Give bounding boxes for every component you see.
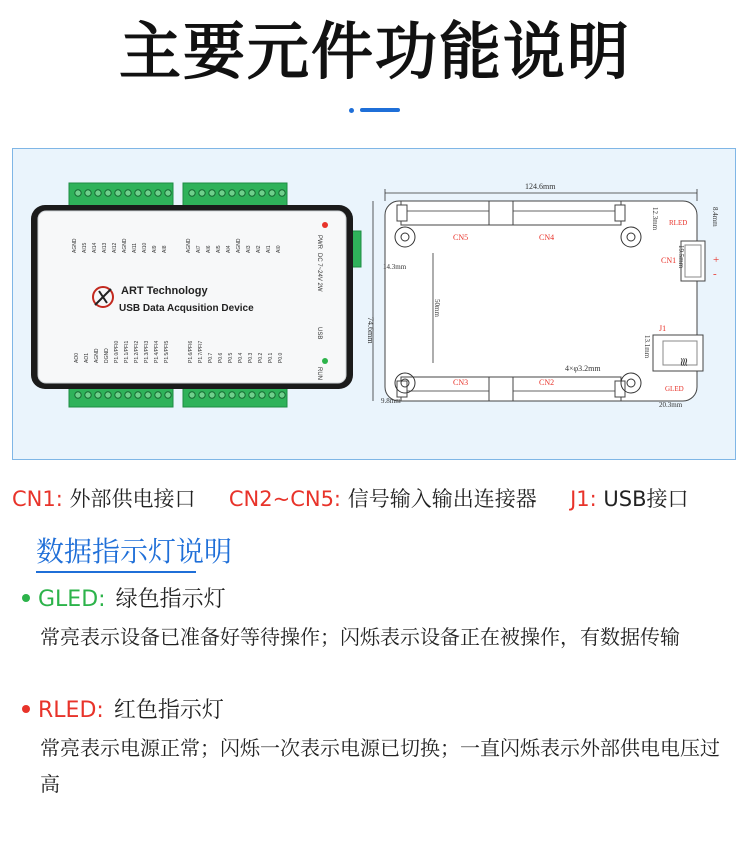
svg-text:≋: ≋ bbox=[677, 357, 691, 368]
terminal-screw bbox=[75, 190, 81, 196]
dim-height: 74.6mm bbox=[366, 317, 375, 344]
terminal-screw bbox=[165, 190, 171, 196]
hole-spec: 4×φ3.2mm bbox=[565, 364, 601, 373]
terminal-screw bbox=[229, 392, 235, 398]
terminal-screw bbox=[269, 190, 275, 196]
terminal-screw bbox=[85, 190, 91, 196]
pin-label: AI2 bbox=[256, 245, 262, 253]
terminal-screw bbox=[229, 190, 235, 196]
device-illustration bbox=[13, 149, 735, 459]
terminal-screw bbox=[249, 190, 255, 196]
dc-label: DC 7~24V 2W bbox=[316, 253, 322, 292]
terminal-screw bbox=[115, 190, 121, 196]
gled-bullet bbox=[22, 594, 30, 602]
terminal-screw bbox=[199, 392, 205, 398]
top-terminal-screws bbox=[75, 190, 285, 196]
pin-label: AI1 bbox=[266, 245, 272, 253]
dim-bottom-right: 20.3mm bbox=[659, 401, 683, 409]
brand-text: ART Technology bbox=[121, 285, 208, 297]
pin-label: AI13 bbox=[102, 242, 108, 253]
pin-label: AI5 bbox=[216, 245, 222, 253]
terminal-screw bbox=[279, 392, 285, 398]
title-bar bbox=[360, 108, 400, 112]
cn3-label: CN3 bbox=[453, 378, 469, 387]
pin-label: P0.1 bbox=[268, 352, 274, 363]
pin-label: P0.0 bbox=[278, 352, 284, 363]
pin-label: AI14 bbox=[92, 242, 98, 253]
cn4-label: CN4 bbox=[539, 233, 555, 242]
dim-left-offset: 14.3mm bbox=[383, 263, 407, 271]
terminal-screw bbox=[269, 392, 275, 398]
terminal-screw bbox=[259, 190, 265, 196]
rled-colon: : bbox=[96, 698, 104, 723]
dim-19-5: 19.5mm bbox=[677, 245, 685, 269]
pin-label: AO1 bbox=[84, 352, 90, 363]
terminal-screw bbox=[199, 190, 205, 196]
indicator-section-title: 数据指示灯说明 bbox=[36, 535, 233, 568]
terminal-screw bbox=[249, 392, 255, 398]
terminal-screw bbox=[209, 392, 215, 398]
dim-bottom-left: 9.8mm bbox=[381, 397, 401, 405]
pin-label: P0.2 bbox=[258, 352, 264, 363]
pin-label: P1.7/PFI7 bbox=[198, 340, 204, 363]
pin-label: AI8 bbox=[162, 245, 168, 253]
board-outline bbox=[385, 201, 697, 401]
terminal-screw bbox=[209, 190, 215, 196]
terminal-screw bbox=[85, 392, 91, 398]
pin-label: P0.5 bbox=[228, 352, 234, 363]
pin-label: AGND bbox=[236, 238, 242, 253]
gled-name: GLED bbox=[38, 587, 99, 612]
gled-description: 常亮表示设备已准备好等待操作；闪烁表示设备正在被操作，有数据传输 bbox=[40, 625, 680, 649]
pin-label: P1.2/PFI2 bbox=[134, 340, 140, 363]
gled-label: GLED bbox=[665, 385, 684, 393]
terminal-screw bbox=[105, 392, 111, 398]
pwr-label: PWR bbox=[316, 235, 322, 249]
pin-label: P1.1/PFI1 bbox=[124, 340, 130, 363]
terminal-screw bbox=[189, 392, 195, 398]
rled-label: RLED bbox=[669, 219, 688, 227]
cn5-label: CN5 bbox=[453, 233, 469, 242]
dim-8-4: 8.4mm bbox=[711, 207, 719, 227]
device-photo bbox=[31, 183, 361, 407]
terminal-screw bbox=[155, 392, 161, 398]
pin-label: AI7 bbox=[196, 245, 202, 253]
terminal-screw bbox=[145, 190, 151, 196]
pin-label: P1.5/PFI5 bbox=[164, 340, 170, 363]
minus-label: - bbox=[713, 268, 717, 280]
cn25-key: CN2~CN5: bbox=[228, 487, 342, 511]
pin-label: AI10 bbox=[142, 242, 148, 253]
section-underline bbox=[36, 571, 196, 573]
pin-label: AO0 bbox=[74, 352, 80, 363]
terminal-screw bbox=[279, 190, 285, 196]
terminal-screw bbox=[95, 190, 101, 196]
terminal-screw bbox=[165, 392, 171, 398]
cn2-label: CN2 bbox=[539, 378, 555, 387]
pin-label: AGND bbox=[94, 348, 100, 363]
terminal-screw bbox=[125, 392, 131, 398]
pin-label: AGND bbox=[122, 238, 128, 253]
pin-label: P1.4/PFI4 bbox=[154, 340, 160, 363]
gled-label: 绿色指示灯 bbox=[115, 587, 226, 612]
cn1-value: 外部供电接口 bbox=[69, 487, 196, 511]
pin-label: P0.6 bbox=[218, 352, 224, 363]
pin-label: P0.3 bbox=[248, 352, 254, 363]
terminal-screw bbox=[145, 392, 151, 398]
connector-legend bbox=[12, 484, 742, 514]
device-panel bbox=[12, 148, 736, 460]
gled-colon: : bbox=[98, 587, 106, 612]
pin-label: AI12 bbox=[112, 242, 118, 253]
dim-inner-height: 50mm bbox=[433, 299, 441, 317]
plus-label: + bbox=[713, 254, 720, 266]
run-label: RUN bbox=[316, 367, 322, 380]
terminal-screw bbox=[135, 392, 141, 398]
pin-label: AI9 bbox=[152, 245, 158, 253]
cn1-key: CN1: bbox=[12, 487, 63, 511]
dim-13-1: 13.1mm bbox=[643, 335, 651, 359]
gled-heading bbox=[22, 585, 226, 615]
bottom-terminal-screws bbox=[75, 392, 285, 398]
title-dot bbox=[349, 108, 354, 113]
terminal-screw bbox=[95, 392, 101, 398]
rled-bullet bbox=[22, 705, 30, 713]
usb-label: USB bbox=[316, 327, 322, 340]
page-title: 主要元件功能说明 bbox=[118, 15, 631, 88]
terminal-screw bbox=[75, 392, 81, 398]
pin-label: AI6 bbox=[206, 245, 212, 253]
pin-label: P0.4 bbox=[238, 352, 244, 363]
j1-label: J1 bbox=[659, 324, 667, 333]
terminal-screw bbox=[105, 190, 111, 196]
pin-label: AGND bbox=[72, 238, 78, 253]
pin-label: AGND bbox=[186, 238, 192, 253]
dim-12-3: 12.3mm bbox=[651, 207, 659, 231]
terminal-screw bbox=[155, 190, 161, 196]
terminal-screw bbox=[115, 392, 121, 398]
rled-description: 常亮表示电源正常；闪烁一次表示电源已切换；一直闪烁表示外部供电电压过高 bbox=[40, 736, 720, 796]
run-led bbox=[322, 358, 328, 364]
pin-label: AI3 bbox=[246, 245, 252, 253]
pin-label: P1.0/PFI0 bbox=[114, 340, 120, 363]
terminal-screw bbox=[125, 190, 131, 196]
dim-width: 124.6mm bbox=[525, 182, 556, 191]
pin-label: P1.6/PFI6 bbox=[188, 340, 194, 363]
pwr-led bbox=[322, 222, 328, 228]
pin-label: AI11 bbox=[132, 243, 138, 253]
pin-label: AI15 bbox=[82, 242, 88, 253]
pin-label: DGND bbox=[104, 348, 110, 363]
rled-name: RLED bbox=[38, 698, 97, 723]
terminal-screw bbox=[219, 392, 225, 398]
j1-key: J1: bbox=[570, 487, 597, 511]
mechanical-drawing bbox=[366, 182, 719, 409]
terminal-screw bbox=[219, 190, 225, 196]
pin-label: P0.7 bbox=[208, 352, 214, 363]
cn25-value: 信号输入输出连接器 bbox=[347, 487, 537, 511]
pin-label: AI0 bbox=[276, 245, 282, 253]
terminal-screw bbox=[239, 190, 245, 196]
terminal-screw bbox=[135, 190, 141, 196]
rled-heading bbox=[22, 696, 224, 726]
terminal-screw bbox=[189, 190, 195, 196]
j1-value: USB接口 bbox=[603, 487, 689, 511]
device-subtitle: USB Data Acqusition Device bbox=[119, 303, 254, 314]
cn1-label: CN1 bbox=[661, 256, 677, 265]
rled-label: 红色指示灯 bbox=[113, 698, 224, 723]
title-decoration bbox=[345, 106, 405, 114]
terminal-screw bbox=[239, 392, 245, 398]
pin-label: AI4 bbox=[226, 245, 232, 253]
terminal-screw bbox=[259, 392, 265, 398]
pin-label: P1.3/PFI3 bbox=[144, 340, 150, 363]
